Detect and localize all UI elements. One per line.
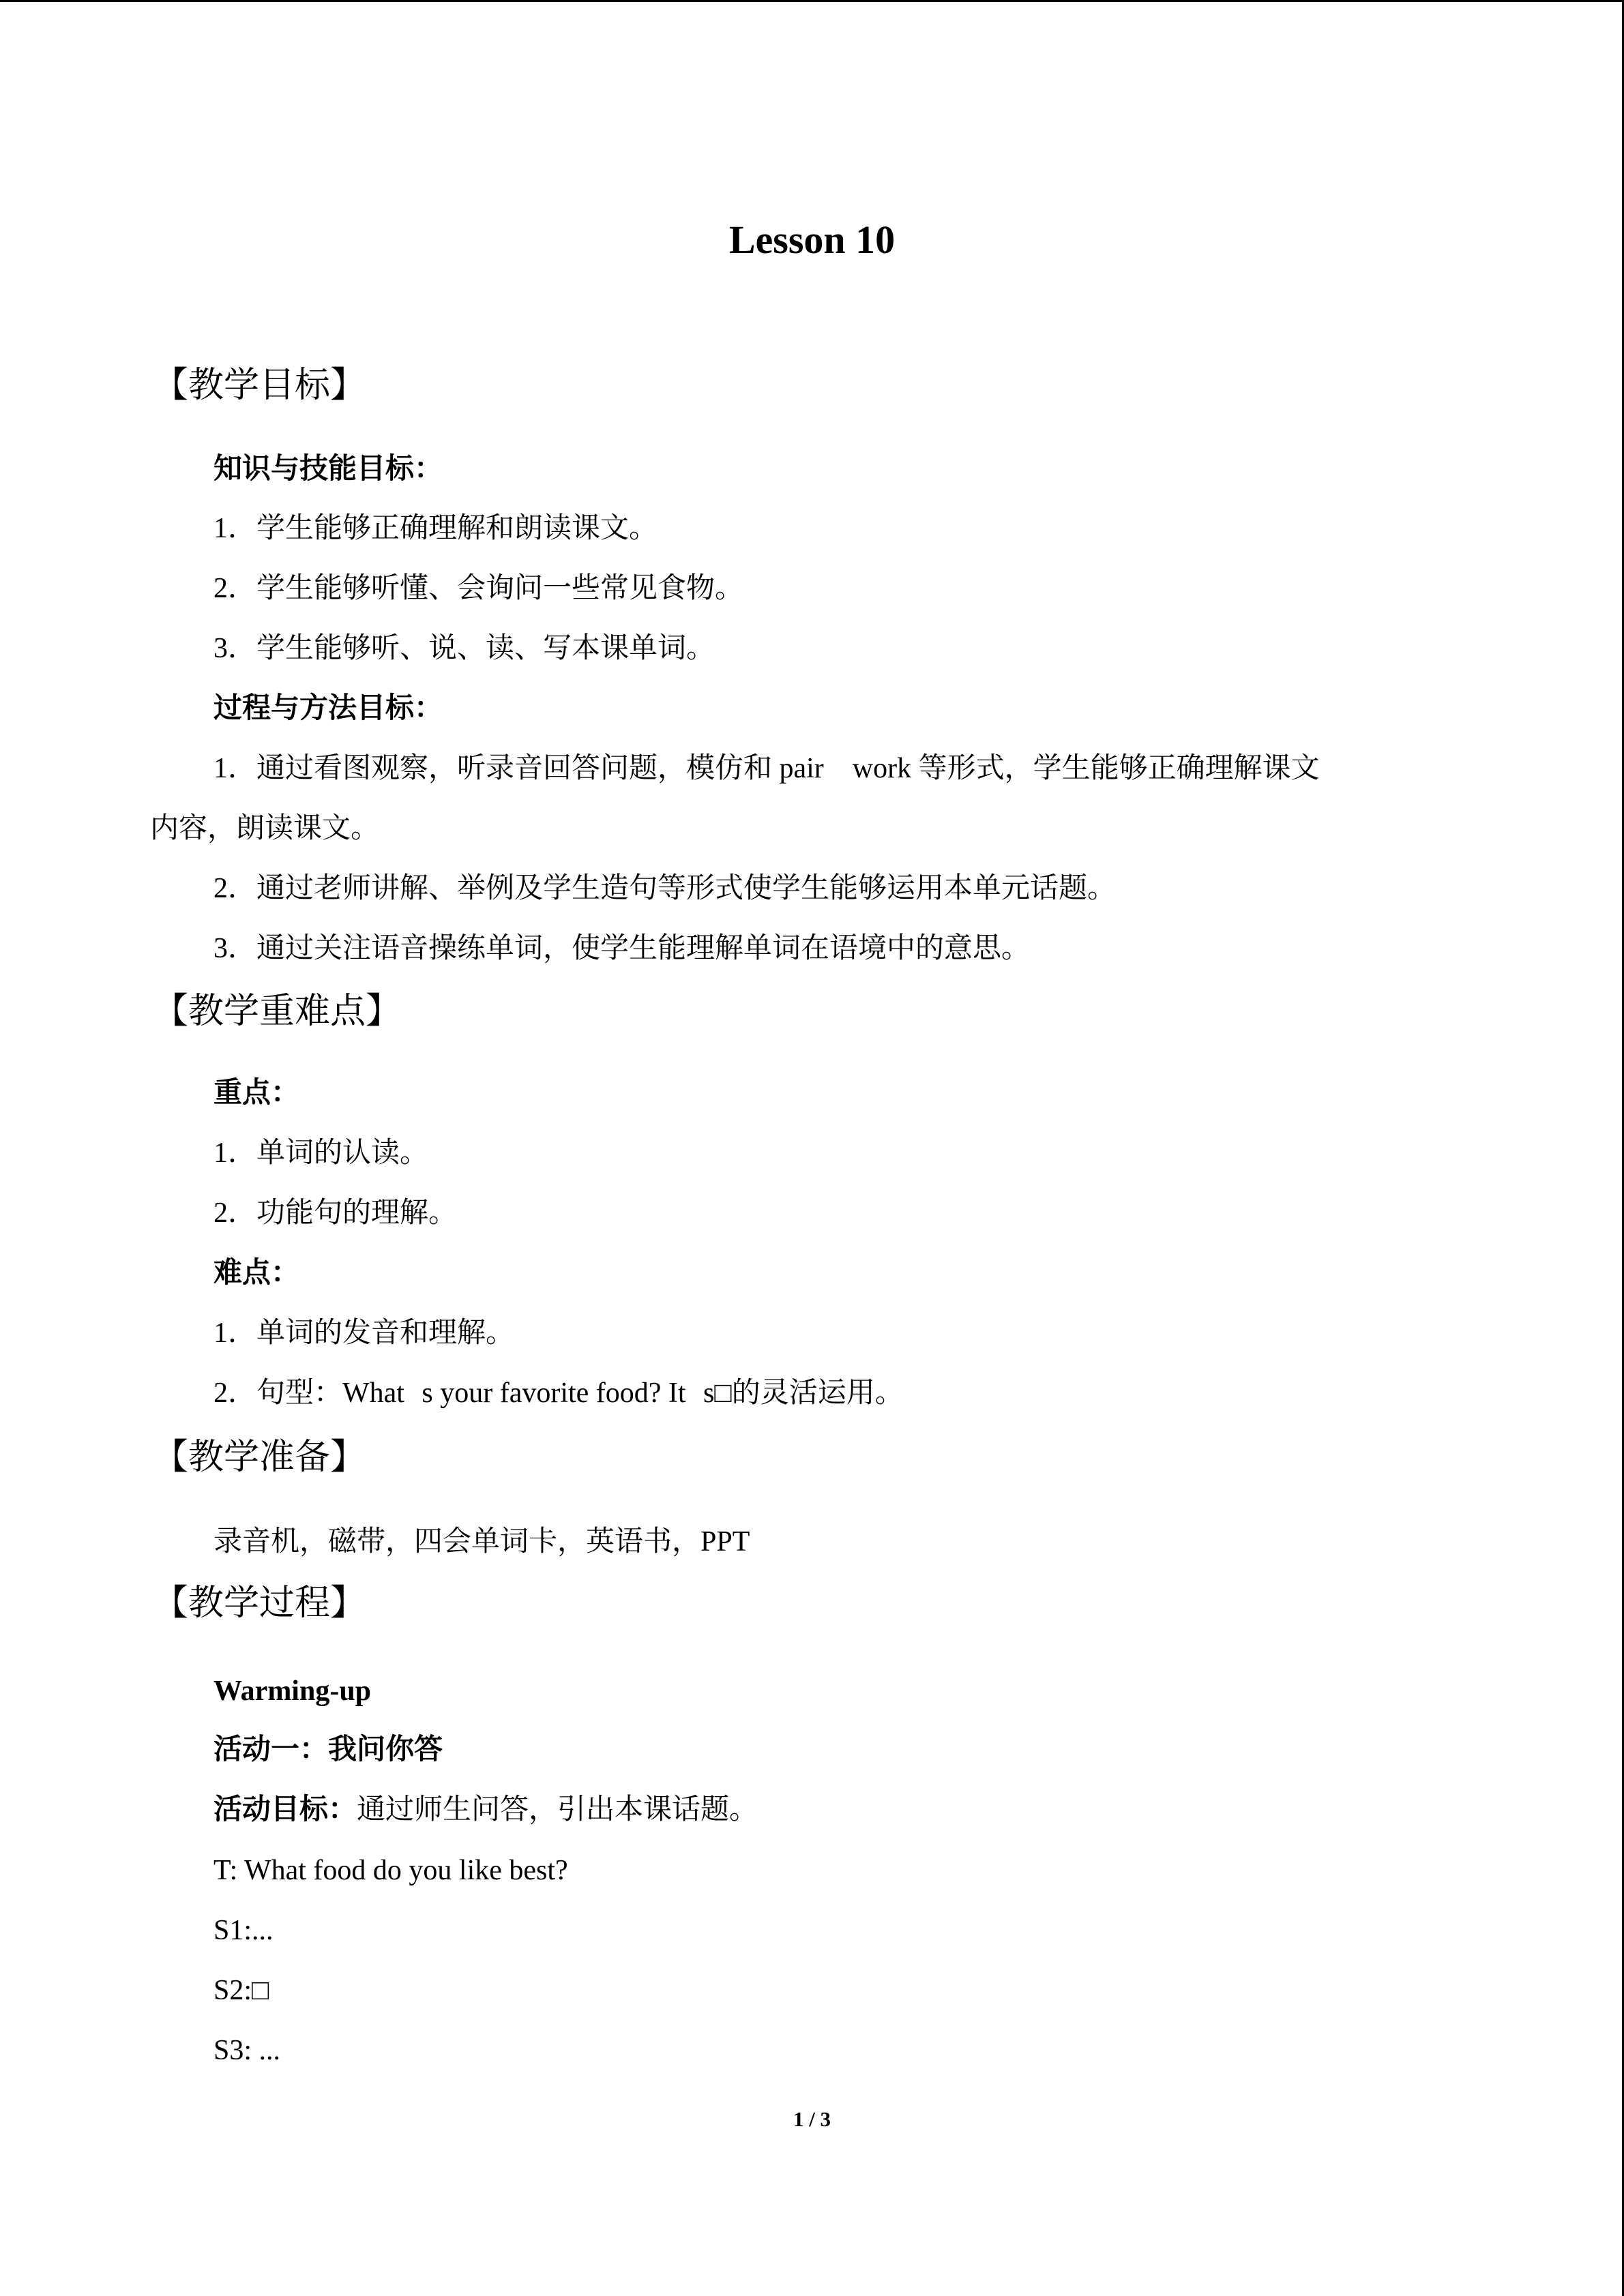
dialogue-line: S2:□ — [213, 1975, 269, 2006]
page-title: Lesson 10 — [728, 218, 896, 262]
activity-goal-label: 活动目标： — [213, 1794, 357, 1825]
difficulty-item: 1．单词的发音和理解。 — [213, 1317, 515, 1349]
focus-item: 1．单词的认读。 — [213, 1137, 429, 1169]
difficulty-item: 2．句型：Whats your favorite food? Its□的灵活运用。 — [213, 1377, 904, 1409]
process-item: 3．通过关注语音操练单词，使学生能理解单词在语境中的意思。 — [213, 933, 1031, 964]
warmup-title: Warming-up — [213, 1675, 372, 1707]
activity-title: 活动一：我问你答 — [213, 1734, 443, 1765]
knowledge-goals-title: 知识与技能目标： — [213, 453, 443, 485]
preparation-text: 录音机，磁带，四会单词卡，英语书，PPT — [213, 1526, 750, 1557]
focus-item: 2．功能句的理解。 — [213, 1197, 458, 1229]
focus-title: 重点： — [213, 1077, 300, 1109]
dialogue-line: S3: ... — [213, 2035, 281, 2066]
page-number: 1 / 3 — [793, 2107, 831, 2131]
difficulty-title: 难点： — [213, 1257, 300, 1289]
section-heading-goals: 【教学目标】 — [153, 366, 366, 405]
process-item-line: 内容，朗读课文。 — [150, 813, 380, 844]
activity-goal — [213, 1795, 758, 1824]
dialogue-line: T: What food do you like best? — [213, 1855, 568, 1886]
knowledge-item: 2．学生能够听懂、会询问一些常见食物。 — [213, 573, 744, 604]
process-goals-title: 过程与方法目标： — [213, 693, 443, 724]
page-border-top — [0, 0, 1624, 2]
section-heading-key-points: 【教学重难点】 — [153, 992, 402, 1031]
section-heading-process: 【教学过程】 — [153, 1584, 366, 1623]
process-item: 2．通过老师讲解、举例及学生造句等形式使学生能够运用本单元话题。 — [213, 873, 1117, 904]
dialogue-line: S1:... — [213, 1915, 274, 1946]
knowledge-item: 3．学生能够听、说、读、写本课单词。 — [213, 633, 715, 664]
activity-goal-text: 通过师生问答，引出本课话题。 — [357, 1794, 758, 1825]
knowledge-item: 1．学生能够正确理解和朗读课文。 — [213, 513, 658, 544]
process-item-line: 1．通过看图观察，听录音回答问题，模仿和 pair work 等形式，学生能够正确理解课文 — [213, 753, 1320, 784]
section-heading-preparation: 【教学准备】 — [153, 1438, 366, 1477]
